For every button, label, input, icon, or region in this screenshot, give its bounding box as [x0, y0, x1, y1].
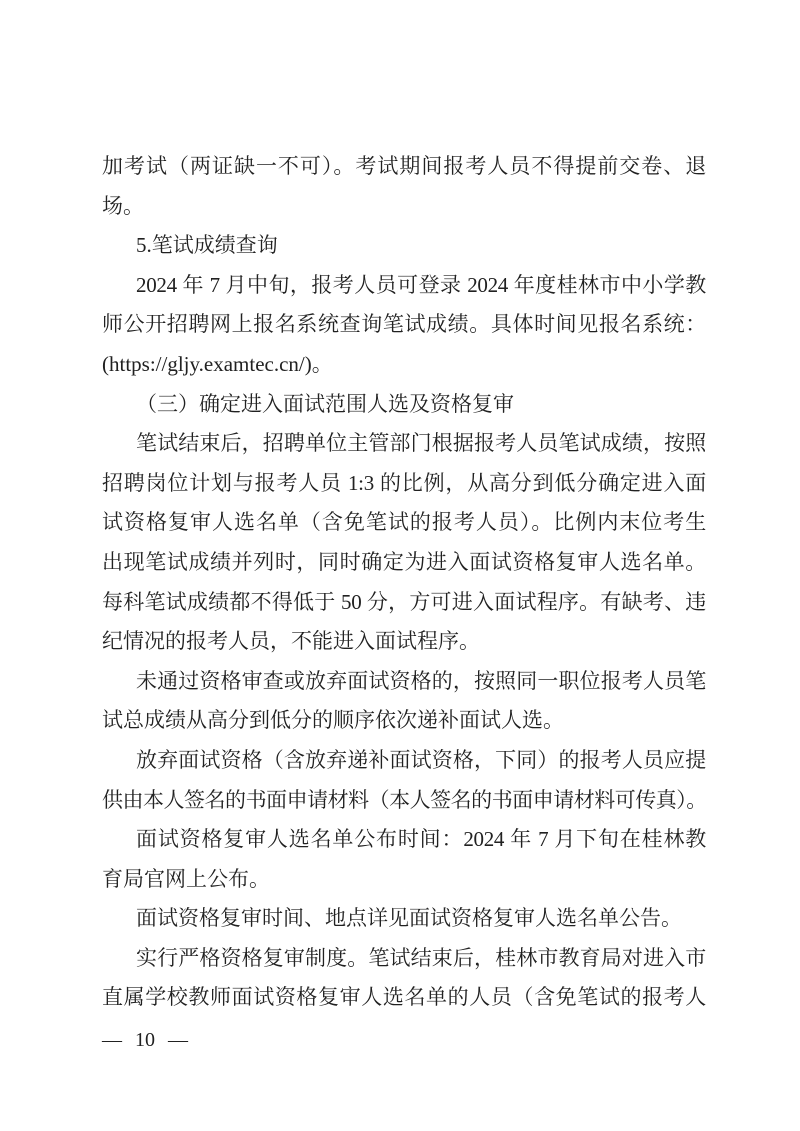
- page-body: [102, 147, 706, 1018]
- text-line: 育局官网上公布。: [102, 866, 270, 891]
- text-line: (https://gljy.examtec.cn/)。: [102, 351, 333, 376]
- text-line: 招聘岗位计划与报考人员 1:3 的比例，从高分到低分确定进入面: [102, 470, 706, 495]
- text-line: 面试资格复审时间、地点详见面试资格复审人选名单公告。: [136, 906, 682, 931]
- text-line: 2024 年 7 月中旬，报考人员可登录 2024 年度桂林市中小学教: [136, 272, 706, 297]
- text-line: 未通过资格审查或放弃面试资格的，按照同一职位报考人员笔: [136, 668, 706, 693]
- text-line: 笔试结束后，招聘单位主管部门根据报考人员笔试成绩，按照: [136, 431, 706, 456]
- text-line: 面试资格复审人选名单公布时间：2024 年 7 月下旬在桂林教: [136, 827, 706, 852]
- text-line: 每科笔试成绩都不得低于 50 分，方可进入面试程序。有缺考、违: [102, 589, 706, 614]
- footer-dash-right: —: [168, 1029, 188, 1051]
- text-line: 师公开招聘网上报名系统查询笔试成绩。具体时间见报名系统：: [102, 312, 706, 337]
- text-line: 纪情况的报考人员，不能进入面试程序。: [102, 629, 480, 654]
- text-line: 放弃面试资格（含放弃递补面试资格，下同）的报考人员应提: [136, 747, 706, 772]
- page-footer: [102, 1026, 188, 1054]
- text-line: （三）确定进入面试范围人选及资格复审: [136, 391, 514, 416]
- text-line: 5.笔试成绩查询: [136, 233, 278, 258]
- text-line: 实行严格资格复审制度。笔试结束后，桂林市教育局对进入市: [136, 945, 706, 970]
- text-line: 试资格复审人选名单（含免笔试的报考人员）。比例内末位考生: [102, 510, 706, 535]
- text-line: 试总成绩从高分到低分的顺序依次递补面试人选。: [102, 708, 564, 733]
- text-line: 供由本人签名的书面申请材料（本人签名的书面申请材料可传真）。: [102, 787, 706, 812]
- page-number: 10: [135, 1029, 155, 1051]
- text-line: 直属学校教师面试资格复审人选名单的人员（含免笔试的报考人: [102, 985, 706, 1010]
- text-line: 加考试（两证缺一不可）。考试期间报考人员不得提前交卷、退: [102, 154, 706, 178]
- text-line: 出现笔试成绩并列时，同时确定为进入面试资格复审人选名单。: [102, 549, 706, 574]
- footer-dash-left: —: [102, 1029, 122, 1051]
- text-line: 场。: [102, 193, 144, 218]
